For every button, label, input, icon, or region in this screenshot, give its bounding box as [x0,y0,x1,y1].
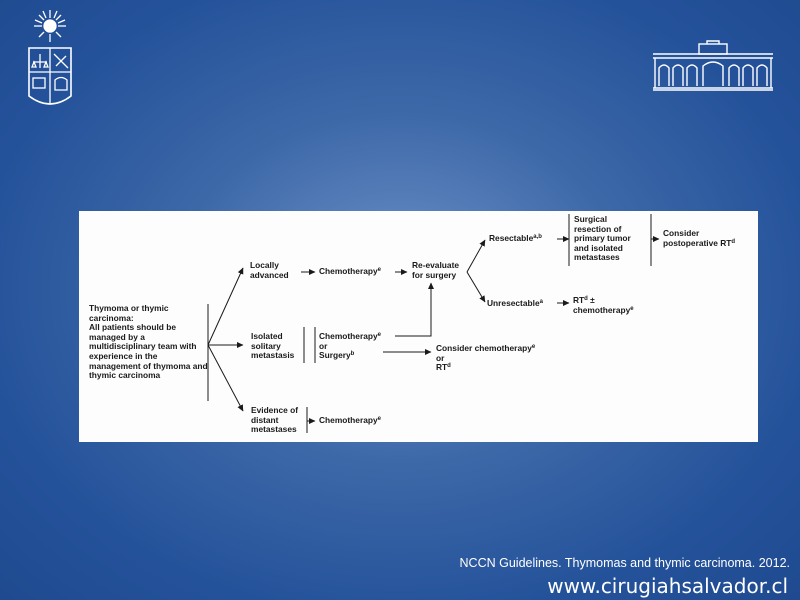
arrow-start-locally [208,268,243,345]
node-unresectable: Unresectable$^a$ [487,298,543,308]
building-logo [651,40,775,92]
node-resectable: Resectable$^{a,b}$ [489,233,542,243]
node-chemo-or-surgery: Chemotherapy$^e$ or Surgery$^b$ [319,331,381,361]
building-icon [651,40,775,92]
node-locally-advanced: Locally advanced [250,260,289,280]
arrow-chemo-up-reevaluate [395,283,431,336]
node-distant-metastases: Evidence of distant metastases [251,405,299,435]
node-chemo-locally: Chemotherapy$^e$ [319,266,381,276]
emblem-icon [22,8,82,112]
arrow-reevaluate-unresectable [467,272,485,302]
arrow-reevaluate-resectable [467,240,485,272]
website-url: www.cirugiahsalvador.cl [547,574,788,598]
node-start: Thymoma or thymic carcinoma: All patients should be managed by a multidisciplinary team with experience in the management of thymoma and thymic carcinoma [89,303,208,381]
arrow-start-distant [208,345,243,411]
node-surgical-resection: Surgical resection of primary tumor and isolated metastases [574,214,631,263]
node-chemo-distant: Chemotherapy$^e$ [319,415,381,425]
node-reevaluate: Re-evaluate for surgery [412,260,460,280]
node-isolated-metastasis: Isolated solitary metastasis [251,331,295,361]
node-rt-chemo: $RT^d$ ± chemotherapy$^e$ [573,295,634,315]
node-postoperative-rt: Consider postoperative $RT^d$ [663,228,736,248]
university-emblem-logo [22,8,82,112]
node-consider-chemo: Consider chemotherapy$^e$ or $RT^d$ [436,343,536,373]
citation-text: NCCN Guidelines. Thymomas and thymic carcinoma. 2012. [459,556,790,570]
flowchart-panel [79,211,758,442]
